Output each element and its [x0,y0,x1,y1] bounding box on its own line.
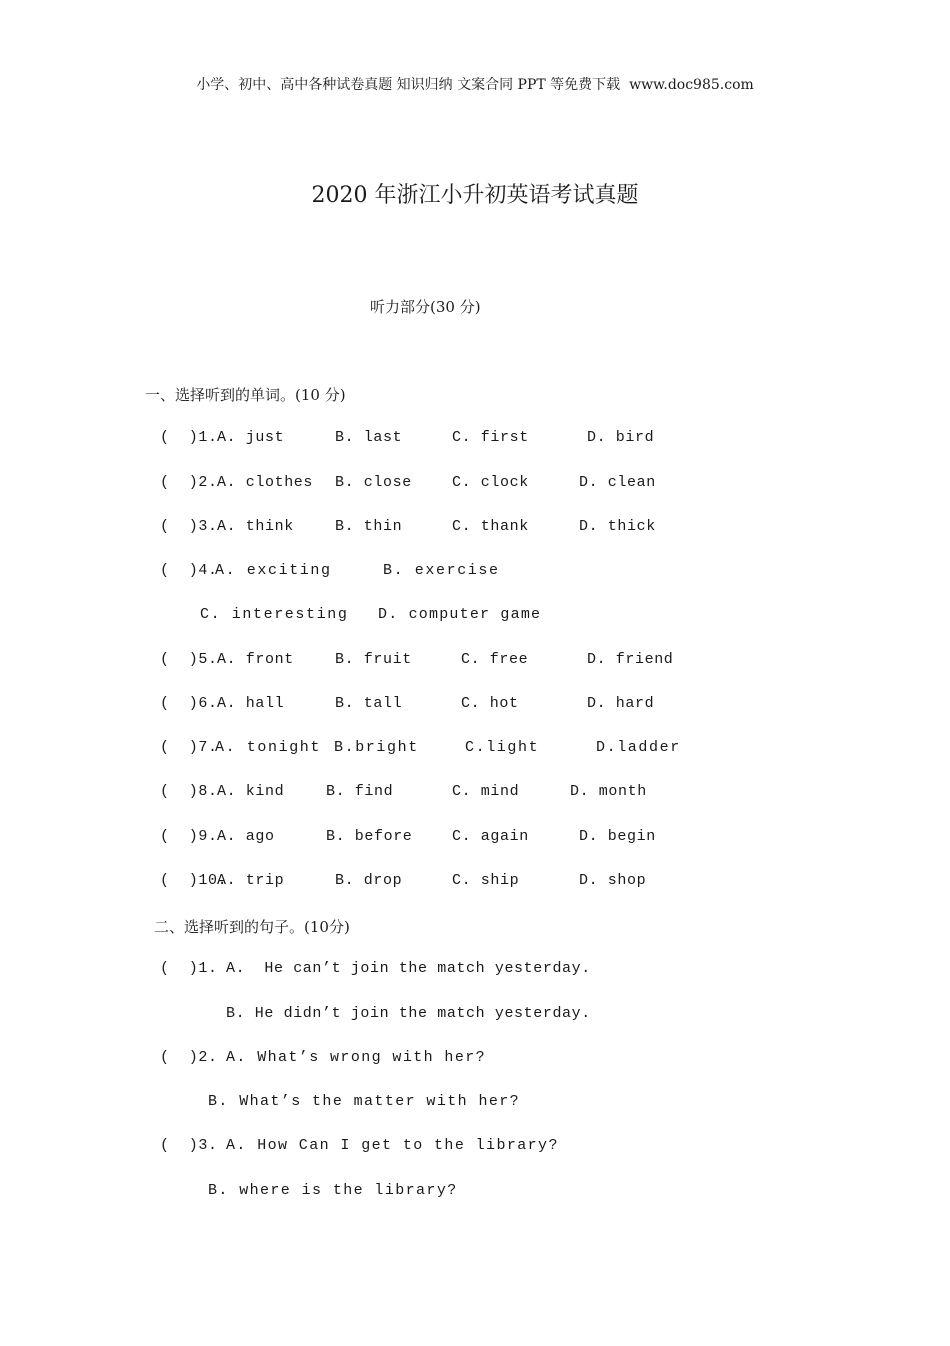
question-row [160,783,720,805]
question-number: ( )4. [160,562,218,579]
question-number: ( )3. [160,1137,218,1154]
option-c: C. thank [452,518,529,535]
option-d: D. month [570,783,647,800]
option-a: A. think [217,518,294,535]
option-b: B. where is the library? [208,1182,458,1199]
question-row-continued [200,606,720,628]
option-a: A. hall [217,695,285,712]
question-row [160,828,720,850]
question-number: ( )6. [160,695,218,712]
option-a: A. just [217,429,285,446]
question-number: ( )9. [160,828,218,845]
option-b: B. last [335,429,403,446]
option-c: C.light [465,739,540,756]
option-d: D. friend [587,651,674,668]
option-c: C. free [461,651,529,668]
option-a: A. How Can I get to the library? [226,1137,559,1154]
option-d: D. bird [587,429,655,446]
question-number: ( )1. [160,429,218,446]
option-b: B. find [326,783,394,800]
question-row [160,474,720,496]
option-a: A. trip [217,872,285,889]
option-c: C. clock [452,474,529,491]
option-b: B. thin [335,518,403,535]
option-c: C. again [452,828,529,845]
option-d: D.ladder [596,739,681,756]
option-c: C. first [452,429,529,446]
question-number: ( )8. [160,783,218,800]
option-a: A. exciting [215,562,332,579]
option-b: B. What’s the matter with her? [208,1093,521,1110]
option-b: B. before [326,828,413,845]
question-row-continued [226,1005,666,1027]
question-number: ( )2. [160,474,218,491]
option-b: B. exercise [383,562,500,579]
option-a: A. What’s wrong with her? [226,1049,487,1066]
option-c: C. ship [452,872,520,889]
section1-heading: 一、选择听到的单词。(10 分) [145,386,346,404]
option-b: B. fruit [335,651,412,668]
option-d: D. begin [579,828,656,845]
question-row [160,518,720,540]
question-number: ( )2. [160,1049,218,1066]
option-b: B.bright [334,739,419,756]
option-c: C. mind [452,783,520,800]
option-d: D. computer game [378,606,542,623]
question-number: ( )10. [160,872,228,889]
option-d: D. shop [579,872,647,889]
question-number: ( )7. [160,739,218,756]
section2-heading: 二、选择听到的句子。(10分) [154,918,350,936]
option-d: D. hard [587,695,655,712]
option-a: A. front [217,651,294,668]
question-number: ( )5. [160,651,218,668]
listening-heading: 听力部分(30 分) [370,298,481,316]
option-a: A. He can’t join the match yesterday. [226,960,591,977]
page-title: 2020 年浙江小升初英语考试真题 [311,183,639,208]
question-row [160,695,720,717]
option-b: B. close [335,474,412,491]
question-row-continued [208,1093,668,1115]
option-b: B. He didn’t join the match yesterday. [226,1005,591,1022]
question-row [160,960,720,982]
option-a: A. ago [217,828,275,845]
question-row [160,651,720,673]
option-d: D. clean [579,474,656,491]
option-a: A. clothes [217,474,314,491]
site-header: 小学、初中、高中各种试卷真题 知识归纳 文案合同 PPT 等免费下载 www.doc985.com [196,77,754,93]
question-row [160,1049,720,1071]
option-d: D. thick [579,518,656,535]
question-number: ( )3. [160,518,218,535]
question-row [160,562,720,584]
question-row [160,429,720,451]
question-row [160,1137,720,1159]
question-row-continued [208,1182,668,1204]
option-b: B. drop [335,872,403,889]
option-a: A. kind [217,783,285,800]
question-row [160,872,720,894]
option-a: A. tonight [215,739,322,756]
option-c: C. hot [461,695,519,712]
question-row [160,739,720,761]
option-c: C. interesting [200,606,349,623]
question-number: ( )1. [160,960,218,977]
option-b: B. tall [335,695,403,712]
